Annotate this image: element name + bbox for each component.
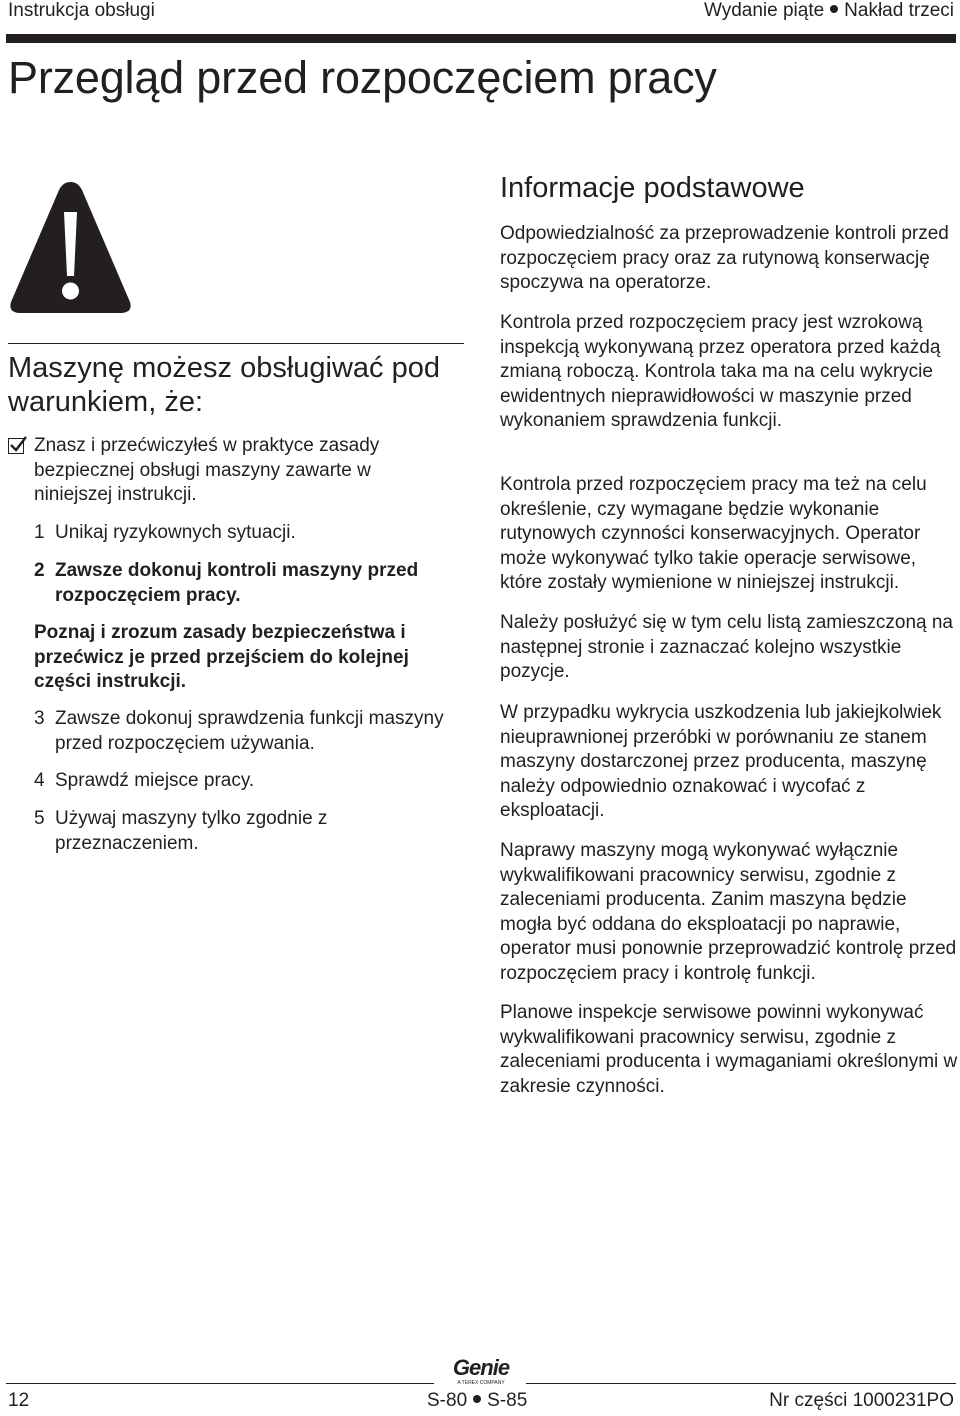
page-title: Przegląd przed rozpoczęciem pracy — [8, 52, 717, 103]
part-number: Nr części 1000231PO — [769, 1390, 954, 1411]
bullet-dot — [473, 1395, 481, 1403]
paragraph: Planowe inspekcje serwisowe powinni wykonywać wykwalifikowani pracownicy serwisu, zgodnie z zaleceniami producenta i wymaganiami określonymi w zakresie czynności. — [500, 1002, 958, 1097]
list-item-number: 5 — [34, 808, 45, 829]
warning-triangle-icon — [8, 178, 133, 316]
header-edition — [704, 0, 954, 22]
section-rule — [8, 343, 464, 344]
conditions-heading — [8, 351, 468, 419]
model-name: S-85 — [487, 1390, 528, 1411]
list-item-text: Unikaj ryzykownych sytuacji. — [55, 522, 296, 543]
paragraph: W przypadku wykrycia uszkodzenia lub jakiejkolwiek nieuprawnionej przeróbki w porównaniu ze stanem maszyny dostarczonej przez producenta, maszynę należy odpowiednio oznakować i wycofać z eksploatacji. — [500, 702, 942, 821]
list-item-text: Zawsze dokonuj sprawdzenia funkcji maszyny przed rozpoczęciem używania. — [55, 708, 444, 754]
list-item-text: Sprawdź miejsce pracy. — [55, 770, 255, 791]
list-item-number: 4 — [34, 770, 45, 791]
safety-emphasis-note: Poznaj i zrozum zasady bezpieczeństwa i przećwicz je przed przejściem do kolejnej części instrukcji. — [34, 622, 409, 692]
paragraph: Kontrola przed rozpoczęciem pracy jest wzrokową inspekcją wykonywaną przez operatora przed każdą zmianą roboczą. Kontrola taka ma na celu wykrycie ewidentnych nieprawidłowości w maszynie przed wykonaniem sprawdzenia funkcji. — [500, 312, 941, 431]
genie-logo — [444, 1356, 518, 1386]
logo-wordmark: Genie — [452, 1356, 510, 1380]
bullet-dot — [830, 5, 838, 13]
list-item-number: 1 — [34, 522, 45, 543]
checkbox-checked-icon — [8, 438, 24, 454]
paragraph: Naprawy maszyny mogą wykonywać wyłącznie wykwalifikowani pracownicy serwisu, zgodnie z zaleceniami producenta. Zanim maszyna będzie mogła być oddana do eksploatacji po naprawie, operator musi ponownie przeprowadzić kontrolę przed rozpoczęciem pracy i kontrolę funkcji. — [500, 840, 957, 984]
logo-subtext: A TEREX COMPANY — [457, 1380, 505, 1386]
list-item-number: 2 — [34, 560, 45, 581]
list-item-number: 3 — [34, 708, 45, 729]
paragraph: Odpowiedzialność za przeprowadzenie kontroli przed rozpoczęciem pracy oraz za rutynową konserwację spoczywa na operatorze. — [500, 223, 949, 293]
header-manual-title: Instrukcja obsługi — [8, 0, 155, 21]
list-item-text: Zawsze dokonuj kontroli maszyny przed rozpoczęciem pracy. — [55, 560, 419, 606]
check-item-text: Znasz i przećwiczyłeś w praktyce zasady bezpiecznej obsługi maszyny zawarte w niniejszej instrukcji. — [34, 435, 380, 505]
header-edition-text: Wydanie piąte — [703, 0, 825, 21]
conditions-heading-line1: Maszynę możesz obsługiwać pod — [8, 352, 440, 384]
basics-heading: Informacje podstawowe — [500, 172, 805, 204]
list-item-text: Używaj maszyny tylko zgodnie z przeznaczeniem. — [55, 808, 328, 854]
conditions-heading-line2: warunkiem, że: — [8, 386, 204, 418]
footer-rule-left — [6, 1383, 434, 1384]
model-names — [427, 1390, 527, 1412]
page-number: 12 — [8, 1390, 30, 1411]
paragraph: Należy posłużyć się w tym celu listą zamieszczoną na następnej stronie i zaznaczać kolejno wszystkie pozycje. — [500, 612, 954, 682]
footer-rule-right — [526, 1383, 956, 1384]
header-printing-text: Nakład trzeci — [844, 0, 954, 21]
paragraph: Kontrola przed rozpoczęciem pracy ma też na celu określenie, czy wymagane będzie wykonanie rutynowych czynności konserwacyjnych. Operator może wykonywać tylko takie operacje serwisowe, które zostały wymienione w niniejszej instrukcji. — [500, 474, 927, 593]
model-name: S-80 — [427, 1390, 468, 1411]
header-rule — [6, 34, 956, 43]
